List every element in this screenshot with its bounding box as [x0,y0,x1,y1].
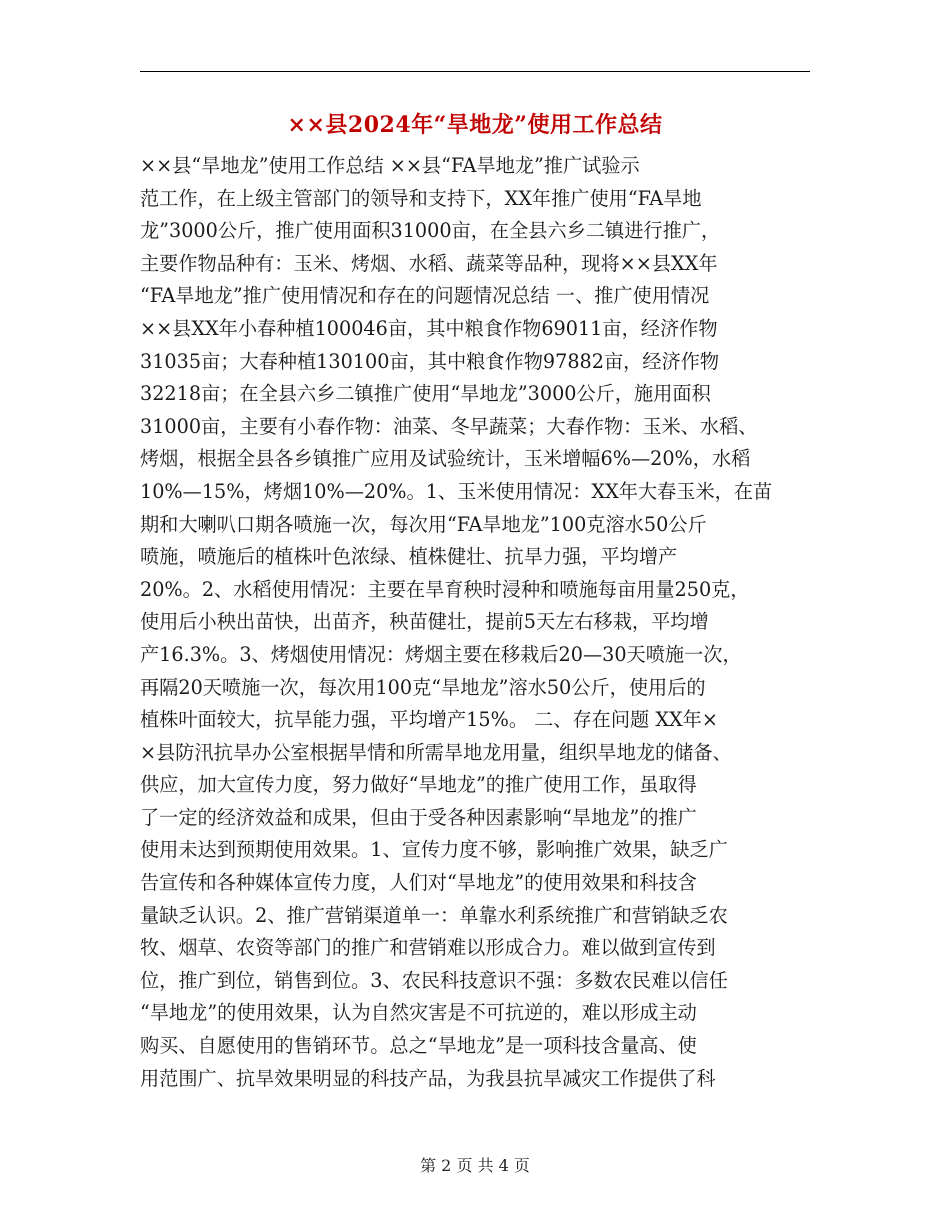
body-line: 产16.3%。3、烤烟使用情况：烤烟主要在移栽后20—30天喷施一次， [140,642,742,666]
body-line: 龙”3000公斤，推广使用面积31000亩，在全县六乡二镇进行推广， [140,219,721,243]
body-line: 告宣传和各种媒体宣传力度，人们对“旱地龙”的使用效果和科技含 [140,871,697,895]
page-number-footer: 第 2 页 共 4 页 [420,1156,530,1175]
body-line: 范工作，在上级主管部门的领导和支持下，XX年推广使用“FA旱地 [140,186,702,210]
body-line: 植株叶面较大，抗旱能力强，平均增产15%。 二、存在问题 XX年× [140,708,718,732]
body-line: 使用后小秧出苗快，出苗齐，秧苗健壮，提前5天左右移栽，平均增 [140,610,709,634]
header-rule [140,71,810,72]
body-line: 31035亩；大春种植130100亩，其中粮食作物97882亩，经济作物 [140,349,720,373]
body-line: 32218亩；在全县六乡二镇推广使用“旱地龙”3000公斤，施用面积 [140,382,711,406]
body-line: 喷施，喷施后的植株叶色浓绿、植株健壮、抗旱力强，平均增产 [140,545,678,569]
document-title: ××县2024年“旱地龙”使用工作总结 [287,112,663,138]
body-line: 量缺乏认识。2、推广营销渠道单一：单靠水利系统推广和营销缺乏农 [140,903,728,927]
body-line: 供应，加大宣传力度，努力做好“旱地龙”的推广使用工作，虽取得 [140,773,697,797]
body-line: 了一定的经济效益和成果，但由于受各种因素影响“旱地龙”的推广 [140,805,697,829]
body-line: 再隔20天喷施一次，每次用100克“旱地龙”溶水50公斤，使用后的 [140,675,706,699]
body-text [140,150,812,1095]
body-line: 使用未达到预期使用效果。1、宣传力度不够，影响推广效果，缺乏广 [140,838,728,862]
body-line: 主要作物品种有：玉米、烤烟、水稻、蔬菜等品种，现将××县XX年 [140,251,718,275]
body-line: ××县XX年小春种植100046亩，其中粮食作物69011亩，经济作物 [140,316,718,340]
body-line: 用范围广、抗旱效果明显的科技产品，为我县抗旱减灾工作提供了科 [140,1066,716,1090]
body-line: 20%。2、水稻使用情况：主要在旱育秧时浸种和喷施每亩用量250克， [140,577,750,601]
body-line: 期和大喇叭口期各喷施一次，每次用“FA旱地龙”100克溶水50公斤 [140,512,707,536]
body-line: 购买、自愿使用的售销环节。总之“旱地龙”是一项科技含量高、使 [140,1034,697,1058]
body-line: 10%—15%，烤烟10%—20%。1、玉米使用情况：XX年大春玉米，在苗 [140,479,773,503]
body-line: ×县防汛抗旱办公室根据旱情和所需旱地龙用量，组织旱地龙的储备、 [140,740,732,764]
body-line: 牧、烟草、农资等部门的推广和营销难以形成合力。难以做到宣传到 [140,936,716,960]
body-line: ××县“旱地龙”使用工作总结 ××县“FA旱地龙”推广试验示 [140,154,640,177]
body-line: 31000亩，主要有小春作物：油菜、冬早蔬菜；大春作物：玉米、水稻、 [140,414,758,438]
body-line: “FA旱地龙”推广使用情况和存在的问题情况总结 一、推广使用情况 [140,284,710,308]
body-line: “旱地龙”的使用效果，认为自然灾害是不可抗逆的，难以形成主动 [140,1001,697,1025]
body-line: 位，推广到位，销售到位。3、农民科技意识不强：多数农民难以信任 [140,968,728,992]
body-line: 烤烟，根据全县各乡镇推广应用及试验统计，玉米增幅6%—20%，水稻 [140,447,751,471]
